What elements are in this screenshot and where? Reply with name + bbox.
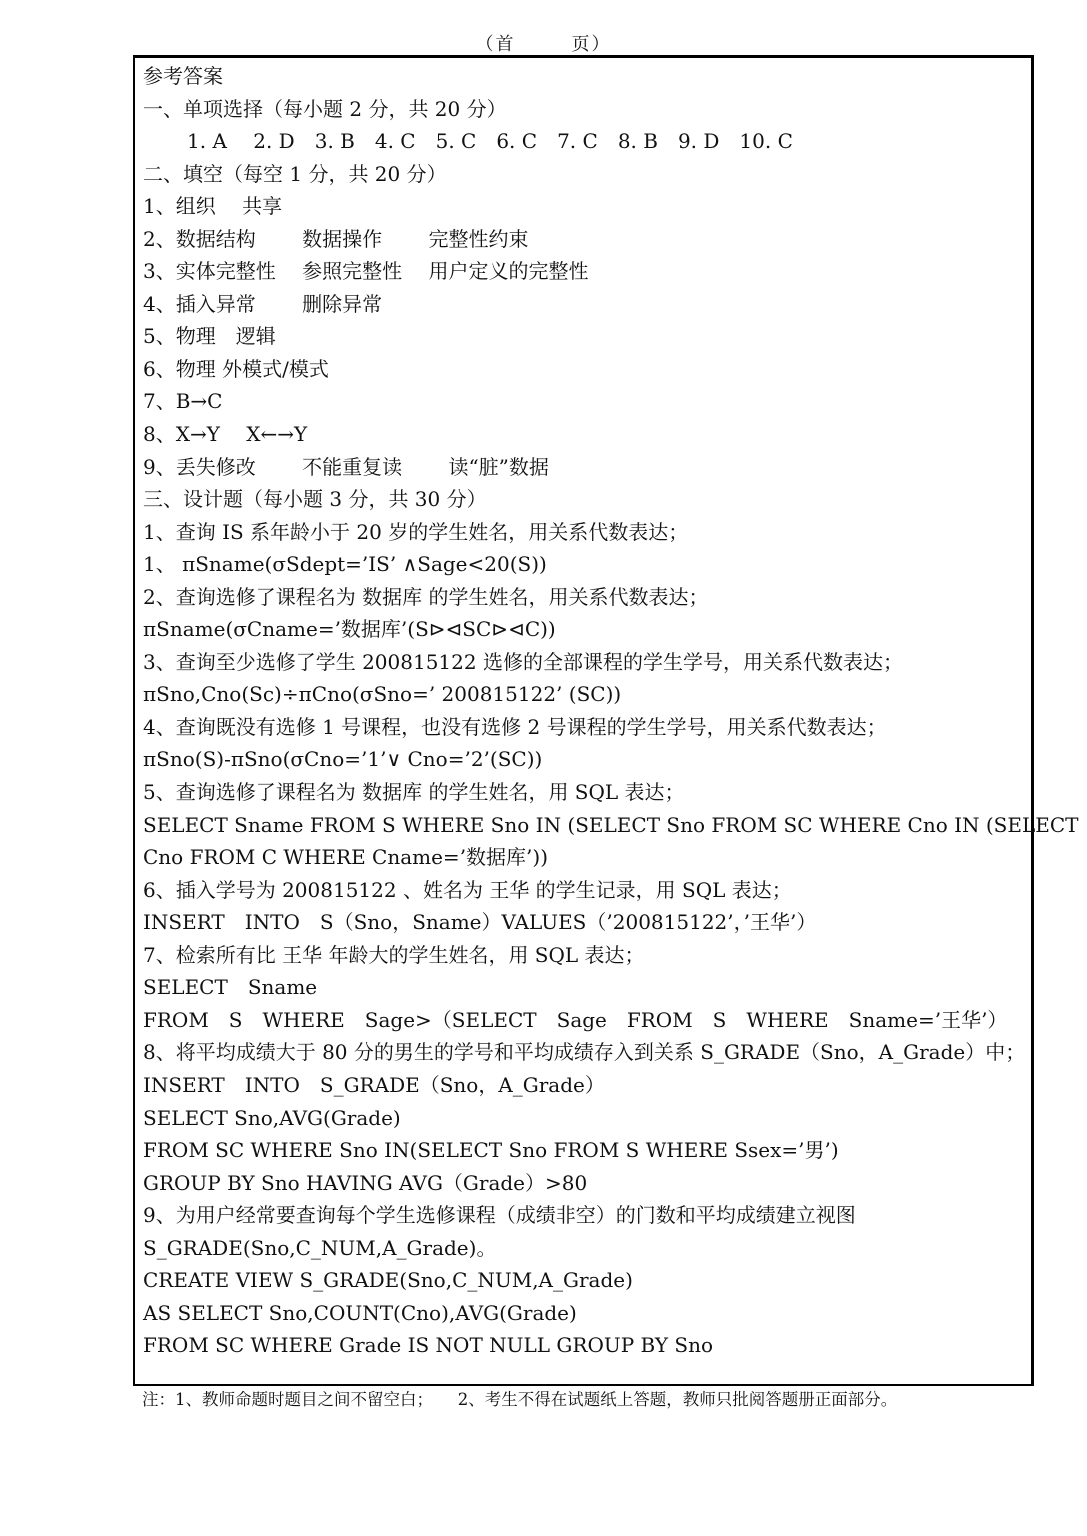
header-right: 页）: [571, 34, 612, 55]
fill-item: 6、物理 外模式/模式: [143, 356, 329, 381]
design-line: AS SELECT Sno,COUNT(Cno),AVG(Grade): [143, 1300, 577, 1325]
fill-item: 9、丢失修改 不能重复读 读“脏”数据: [143, 454, 549, 479]
design-line: πSno,Cno(Sc)÷πCno(σSno=’ 200815122’ (SC)): [143, 682, 622, 707]
fill-item: 1、组织 共享: [143, 194, 283, 219]
design-line: GROUP BY Sno HAVING AVG（Grade）>80: [143, 1170, 588, 1195]
design-line: FROM S WHERE Sage>（SELECT Sage FROM S WHERE Sname=’王华’）: [143, 1007, 1008, 1032]
design-line: INSERT INTO S（Sno，Sname）VALUES（’200815122’，’王华’）: [143, 910, 817, 935]
design-line: 1、 πSname(σSdept=’IS’ ∧Sage<20(S)): [143, 552, 547, 577]
design-line: 8、将平均成绩大于 80 分的男生的学号和平均成绩存入到关系 S_GRADE（Sno，A_Grade）中；: [143, 1040, 1026, 1065]
design-line: πSname(σCname=’数据库’(S⊳⊲SC⊳⊲C)): [143, 617, 556, 642]
design-line: FROM SC WHERE Sno IN(SELECT Sno FROM S WHERE Ssex=’男’): [143, 1138, 839, 1163]
page-header: [0, 30, 1087, 56]
fill-item: 2、数据结构 数据操作 完整性约束: [143, 226, 529, 251]
design-line: SELECT Sno,AVG(Grade): [143, 1105, 401, 1130]
section2-heading: 二、填空（每空 1 分，共 20 分）: [143, 161, 447, 186]
design-line: Cno FROM C WHERE Cname=’数据库’)): [143, 845, 549, 870]
footer-note: 注：1、教师命题时题目之间不留空白； 2、考生不得在试题纸上答题，教师只批阅答题册正面部分。: [142, 1390, 898, 1409]
header-left: （首: [475, 34, 516, 55]
design-line: 1、查询 IS 系年龄小于 20 岁的学生姓名，用关系代数表达；: [143, 519, 689, 544]
fill-item: 3、实体完整性 参照完整性 用户定义的完整性: [143, 259, 589, 284]
design-line: SELECT Sname FROM S WHERE Sno IN (SELECT Sno FROM SC WHERE Cno IN (SELECT: [143, 812, 1079, 837]
design-line: 2、查询选修了课程名为 数据库 的学生姓名，用关系代数表达；: [143, 584, 709, 609]
design-line: πSno(S)-πSno(σCno=’1’∨ Cno=’2’(SC)): [143, 747, 543, 772]
section1-answers: 1. A 2. D 3. B 4. C 5. C 6. C 7. C 8. B 9. D 10. C: [187, 129, 793, 154]
design-line: FROM SC WHERE Grade IS NOT NULL GROUP BY Sno: [143, 1333, 714, 1358]
design-line: 7、检索所有比 王华 年龄大的学生姓名，用 SQL 表达；: [143, 942, 645, 967]
design-line: S_GRADE(Sno,C_NUM,A_Grade)。: [143, 1235, 497, 1260]
design-line: INSERT INTO S_GRADE（Sno，A_Grade）: [143, 1072, 605, 1097]
design-line: 9、为用户经常要查询每个学生选修课程（成绩非空）的门数和平均成绩建立视图: [143, 1203, 856, 1228]
answer-content: [143, 60, 1079, 1362]
design-line: 5、查询选修了课程名为 数据库 的学生姓名，用 SQL 表达；: [143, 780, 685, 805]
section3-heading: 三、设计题（每小题 3 分，共 30 分）: [143, 487, 487, 512]
section1-heading: 一、单项选择（每小题 2 分，共 20 分）: [143, 96, 507, 121]
fill-item: 7、B→C: [143, 389, 223, 414]
design-line: 6、插入学号为 200815122 、姓名为 王华 的学生记录，用 SQL 表达；: [143, 877, 792, 902]
design-line: CREATE VIEW S_GRADE(Sno,C_NUM,A_Grade): [143, 1268, 633, 1293]
fill-item: 4、插入异常 删除异常: [143, 291, 383, 316]
design-line: 4、查询既没有选修 1 号课程，也没有选修 2 号课程的学生学号，用关系代数表达；: [143, 714, 887, 739]
title: 参考答案: [143, 64, 223, 88]
fill-item: 5、物理 逻辑: [143, 324, 276, 349]
design-line: SELECT Sname: [143, 975, 318, 1000]
fill-item: 8、X→Y X←→Y: [143, 422, 308, 447]
design-line: 3、查询至少选修了学生 200815122 选修的全部课程的学生学号，用关系代数表达；: [143, 649, 903, 674]
